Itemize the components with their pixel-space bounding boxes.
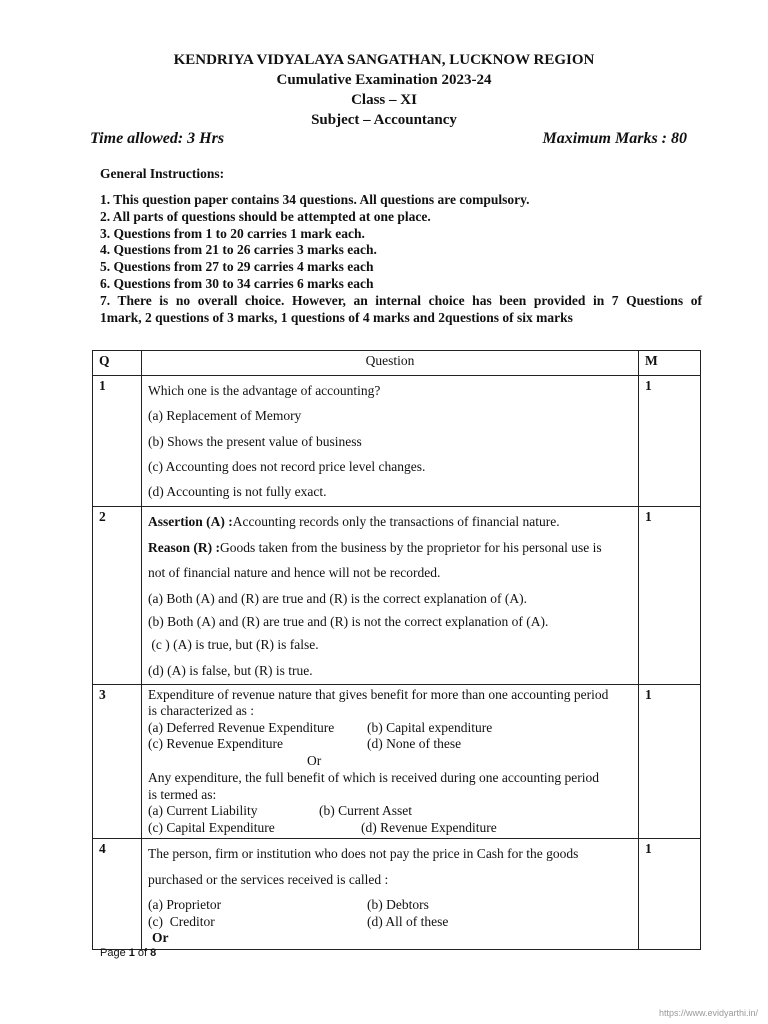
question-table — [92, 350, 701, 950]
option-a: (a) Both (A) and (R) are true and (R) is the correct explanation of (A). — [148, 590, 527, 606]
watermark-url: https://www.evidyarthi.in/ — [658, 1008, 758, 1018]
question-stem: Which one is the advantage of accounting? — [148, 383, 381, 398]
option-row — [148, 803, 632, 820]
option-row — [148, 914, 632, 931]
question-body — [142, 684, 639, 839]
option-b: (b) Debtors — [367, 897, 429, 913]
time-allowed: Time allowed: 3 Hrs — [90, 130, 225, 147]
instruction-item: 4. Questions from 21 to 26 carries 3 marks each. — [100, 242, 377, 258]
header-m: M — [639, 351, 701, 376]
option-a: (a) Replacement of Memory — [148, 408, 302, 424]
question-body — [142, 839, 639, 950]
assertion-label: Assertion (A) : — [148, 514, 233, 530]
assertion-line — [148, 509, 632, 535]
alt-option-c: (c) Capital Expenditure — [148, 819, 275, 835]
alt-option-b: (b) Current Asset — [319, 803, 412, 819]
question-marks: 1 — [639, 376, 701, 507]
question-stem: The person, firm or institution who does not pay the price in Cash for the goods — [148, 846, 579, 862]
instruction-item: 1mark, 2 questions of 3 marks, 1 questions of 4 marks and 2questions of six marks — [100, 309, 573, 325]
class-label: Class – XI — [351, 92, 417, 108]
option-c: (c) Accounting does not record price level changes. — [148, 458, 426, 474]
reason-label: Reason (R) : — [148, 539, 220, 555]
instructions-title: General Instructions: — [100, 166, 225, 181]
option-d: (d) Accounting is not fully exact. — [148, 484, 327, 500]
question-marks: 1 — [639, 839, 701, 950]
page-number: 1 — [128, 947, 135, 959]
alt-question-stem: is termed as: — [148, 786, 217, 802]
option-a: (a) Deferred Revenue Expenditure — [148, 719, 335, 735]
reason-text: Goods taken from the business by the proprietor for his personal use is — [220, 539, 602, 555]
page-footer — [100, 947, 156, 959]
alt-question-stem: Any expenditure, the full benefit of which is received during one accounting period — [148, 770, 599, 786]
alt-option-a: (a) Current Liability — [148, 803, 258, 819]
header-q: Q — [93, 351, 142, 376]
page-prefix: Page — [100, 947, 129, 959]
question-row-3 — [93, 684, 701, 839]
assertion-text: Accounting records only the transactions of financial nature. — [232, 514, 560, 530]
option-c: (c) Creditor — [148, 913, 215, 929]
option-row — [148, 897, 632, 914]
school-name: KENDRIYA VIDYALAYA SANGATHAN, LUCKNOW REGION — [173, 52, 595, 68]
instruction-item: 7. There is no overall choice. However, an internal choice has been provided in 7 Questions of — [100, 292, 702, 308]
question-number: 3 — [93, 684, 142, 839]
maximum-marks: Maximum Marks : 80 — [542, 130, 687, 147]
or-label: Or — [307, 752, 322, 768]
option-row — [148, 820, 632, 837]
option-a: (a) Proprietor — [148, 897, 222, 913]
question-marks: 1 — [639, 507, 701, 685]
question-marks: 1 — [639, 684, 701, 839]
question-stem: is characterized as : — [148, 703, 255, 719]
option-row — [148, 720, 632, 737]
reason-continued: not of financial nature and hence will not be recorded. — [148, 565, 441, 581]
question-body — [142, 376, 639, 507]
question-body — [142, 507, 639, 685]
table-header-row — [93, 351, 701, 376]
question-number: 1 — [93, 376, 142, 507]
question-row-1 — [93, 376, 701, 507]
instruction-item: 2. All parts of questions should be attempted at one place. — [100, 208, 431, 224]
alt-option-d: (d) Revenue Expenditure — [361, 819, 497, 835]
option-b: (b) Shows the present value of business — [148, 433, 362, 449]
option-row — [148, 736, 632, 753]
question-number: 4 — [93, 839, 142, 950]
or-label: Or — [152, 930, 169, 946]
question-row-2 — [93, 507, 701, 685]
option-d: (d) None of these — [367, 736, 462, 752]
instruction-item: 3. Questions from 1 to 20 carries 1 mark each. — [100, 225, 365, 241]
exam-title: Cumulative Examination 2023-24 — [276, 72, 492, 88]
question-stem: Expenditure of revenue nature that gives benefit for more than one accounting period — [148, 686, 609, 702]
instruction-item: 6. Questions from 30 to 34 carries 6 marks each — [100, 275, 374, 291]
option-c: (c ) (A) is true, but (R) is false. — [148, 636, 319, 652]
instructions-list — [100, 192, 702, 326]
instruction-item: 5. Questions from 27 to 29 carries 4 marks each — [100, 259, 374, 275]
question-row-4 — [93, 839, 701, 950]
option-b: (b) Both (A) and (R) are true and (R) is not the correct explanation of (A). — [148, 613, 549, 629]
header-question: Question — [142, 351, 639, 376]
question-stem: purchased or the services received is called : — [148, 871, 389, 887]
instruction-item: 1. This question paper contains 34 questions. All questions are compulsory. — [100, 192, 530, 207]
page-total: 8 — [150, 947, 157, 959]
page-of: of — [134, 947, 151, 959]
option-c: (c) Revenue Expenditure — [148, 736, 283, 752]
option-b: (b) Capital expenditure — [367, 719, 493, 735]
option-d: (d) All of these — [367, 913, 449, 929]
reason-line — [148, 535, 632, 561]
subject-label: Subject – Accountancy — [311, 112, 457, 128]
question-number: 2 — [93, 507, 142, 685]
option-d: (d) (A) is false, but (R) is true. — [148, 662, 313, 678]
